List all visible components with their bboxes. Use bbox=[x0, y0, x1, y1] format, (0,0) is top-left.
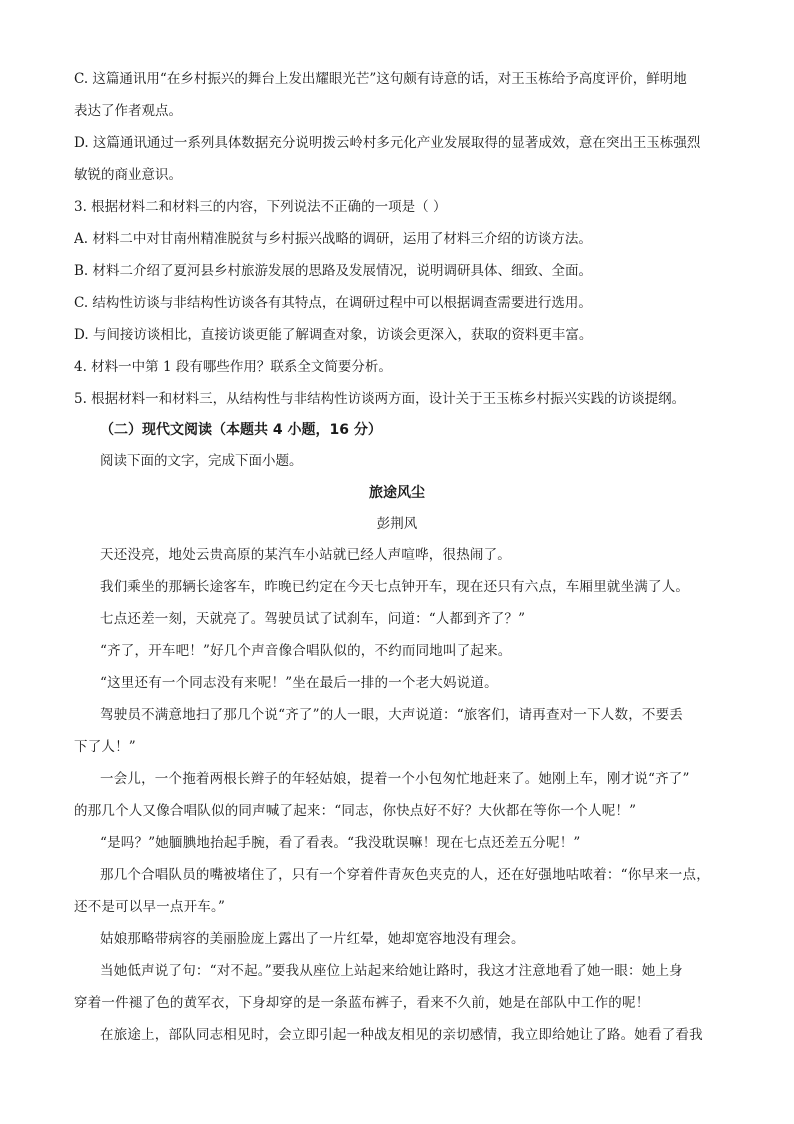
story-paragraph: “齐了，开车吧！”好几个声音像合唱队似的，不约而同地叫了起来。 bbox=[100, 643, 512, 659]
story-author: 彭荆风 bbox=[376, 516, 418, 532]
question-3-option-c: C. 结构性访谈与非结构性访谈各有其特点，在调研过程中可以根据调查需要进行选用。 bbox=[74, 295, 592, 311]
option-c-line-2: 表达了作者观点。 bbox=[74, 103, 182, 119]
option-d-line-1: D. 这篇通讯通过一系列具体数据充分说明拨云岭村多元化产业发展取得的显著成效，意在突出王玉栋强烈 bbox=[74, 135, 701, 151]
option-c-line-1: C. 这篇通讯用“在乡村振兴的舞台上发出耀眼光芒”这句颇有诗意的话，对王玉栋给予高度评价，鲜明地 bbox=[74, 71, 687, 87]
story-title: 旅途风尘 bbox=[369, 485, 425, 501]
section-heading: （二）现代文阅读（本题共 4 小题，16 分） bbox=[100, 422, 382, 438]
question-3-option-a: A. 材料二中对甘南州精准脱贫与乡村振兴战略的调研，运用了材料三介绍的访谈方法。 bbox=[74, 231, 592, 247]
story-paragraph: 天还没亮，地处云贵高原的某汽车小站就已经人声喧哗，很热闹了。 bbox=[100, 547, 511, 563]
story-paragraph-continued: 下了人！” bbox=[74, 739, 136, 755]
option-d-line-2: 敏锐的商业意识。 bbox=[74, 167, 182, 183]
question-5: 5. 根据材料一和材料三，从结构性与非结构性访谈两方面，设计关于王玉栋乡村振兴实践的访谈提纲。 bbox=[74, 391, 686, 407]
story-paragraph-continued: 穿着一件褪了色的黄军衣，下身却穿的是一条蓝布裤子，看来不久前，她是在部队中工作的呢！ bbox=[74, 995, 650, 1011]
reading-instruction: 阅读下面的文字，完成下面小题。 bbox=[100, 453, 303, 469]
story-paragraph: 当她低声说了句：“对不起。”要我从座位上站起来给她让路时，我这才注意地看了她一眼：她上身 bbox=[100, 963, 683, 979]
story-paragraph: 一会儿，一个拖着两根长辫子的年轻姑娘，提着一个小包匆忙地赶来了。她刚上车，刚才说“齐了” bbox=[100, 771, 690, 787]
question-3-stem: 3. 根据材料二和材料三的内容，下列说法不正确的一项是（ ） bbox=[74, 199, 447, 215]
story-paragraph: “这里还有一个同志没有来呢！”坐在最后一排的一个老大妈说道。 bbox=[100, 675, 498, 691]
story-paragraph-continued: 的那几个人又像合唱队似的同声喊了起来：“同志，你快点好不好？大伙都在等你一个人呢！” bbox=[74, 803, 637, 819]
story-paragraph: 那几个合唱队员的嘴被堵住了，只有一个穿着件青灰色夹克的人，还在好强地咕哝着：“你早来一点， bbox=[100, 867, 710, 883]
story-paragraph: 在旅途上，部队同志相见时，会立即引起一种战友相见的亲切感情，我立即给她让了路。她看了看我 bbox=[100, 1027, 703, 1043]
story-paragraph-continued: 还不是可以早一点开车。” bbox=[74, 899, 226, 915]
story-paragraph: 驾驶员不满意地扫了那几个说“齐了”的人一眼，大声说道：“旅客们，请再查对一下人数，不要丢 bbox=[100, 707, 684, 723]
story-paragraph: “是吗？”她腼腆地抬起手腕，看了看表。“我没耽误嘛！现在七点还差五分呢！” bbox=[100, 835, 581, 851]
question-3-option-d: D. 与间接访谈相比，直接访谈更能了解调查对象，访谈会更深入，获取的资料更丰富。 bbox=[74, 327, 593, 343]
story-paragraph: 七点还差一刻，天就亮了。驾驶员试了试刹车，问道：“人都到齐了？” bbox=[100, 611, 526, 627]
story-paragraph: 姑娘那略带病容的美丽脸庞上露出了一片红晕，她却宽容地没有理会。 bbox=[100, 931, 525, 947]
question-4: 4. 材料一中第 1 段有哪些作用？联系全文简要分析。 bbox=[74, 359, 392, 375]
question-3-option-b: B. 材料二介绍了夏河县乡村旅游发展的思路及发展情况，说明调研具体、细致、全面。 bbox=[74, 263, 593, 279]
story-paragraph: 我们乘坐的那辆长途客车，昨晚已约定在今天七点钟开车，现在还只有六点，车厢里就坐满了人。 bbox=[100, 579, 690, 595]
